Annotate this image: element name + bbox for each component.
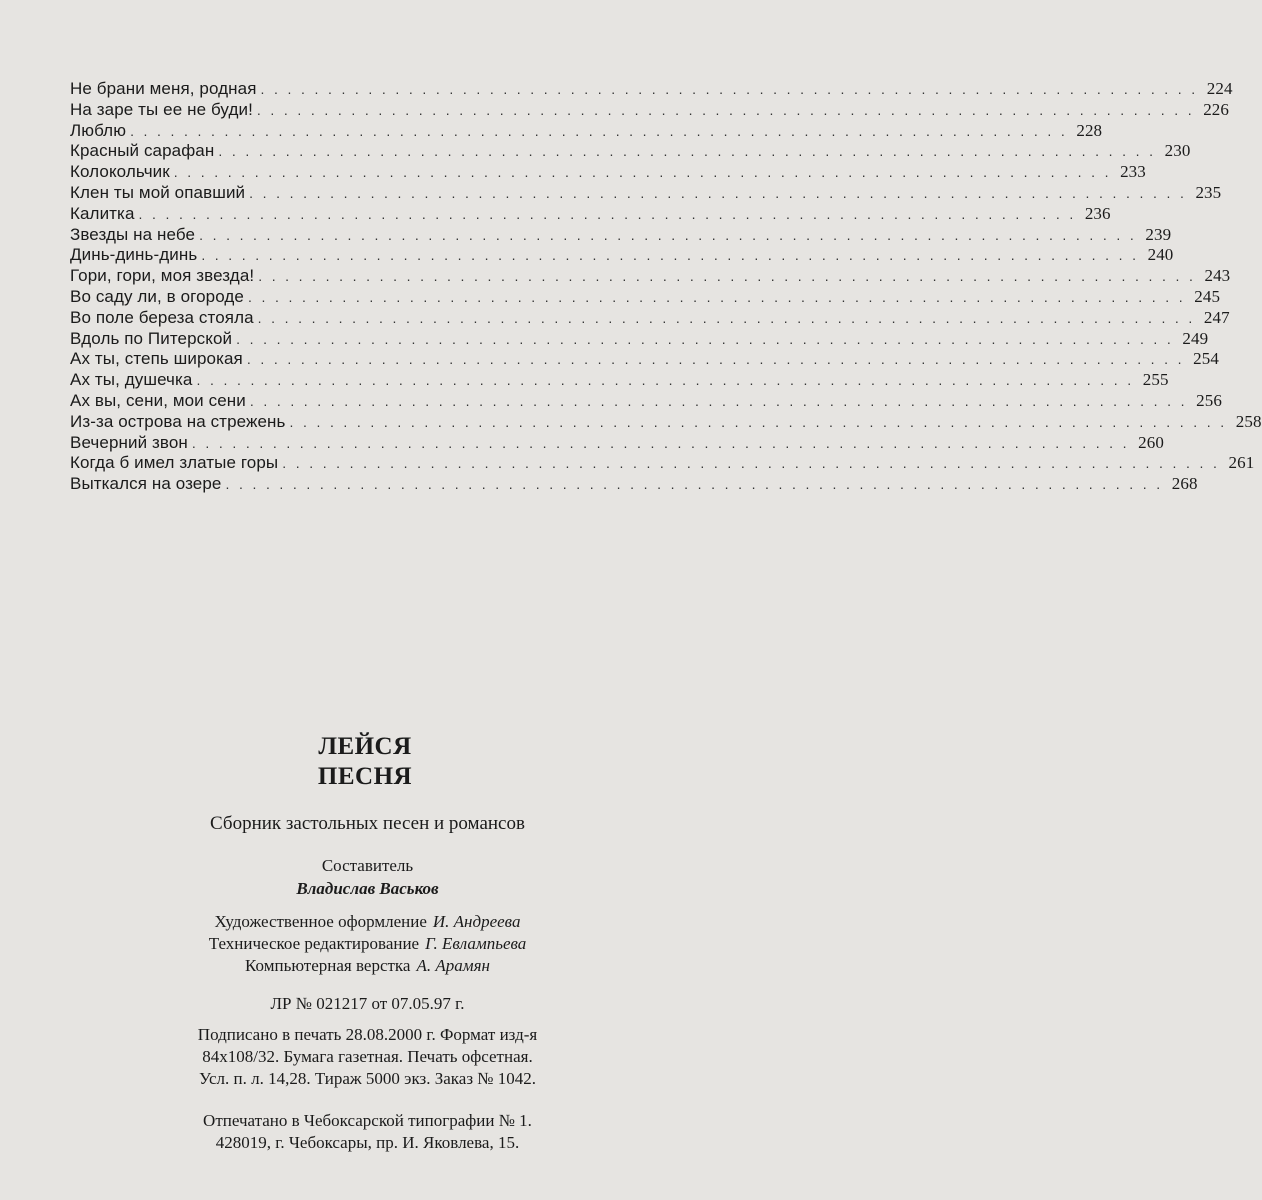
book-title-line-2: ПЕСНЯ [317, 763, 413, 790]
toc-entry-page: 258 [1235, 411, 1262, 431]
compiler-label: Составитель [321, 856, 414, 875]
toc-dot-leader: ...................................................................... [257, 309, 1202, 326]
toc-entry-page: 240 [1147, 245, 1174, 265]
toc-entry-title: Ах вы, сени, мои сени [70, 390, 246, 410]
toc-dot-leader: ...................................................................... [218, 143, 1163, 160]
toc-dot-leader: ...................................................................... [247, 288, 1193, 305]
print-details [0, 1024, 735, 1090]
book-title-line-1: ЛЕЙСЯ [318, 733, 412, 760]
license-number: ЛР № 021217 от 07.05.97 г. [270, 994, 465, 1013]
toc-entry-title: Калитка [70, 203, 135, 223]
print-details-line: 84x108/32. Бумага газетная. Печать офсетная. [202, 1047, 533, 1066]
credit-name: И. Андреева [432, 912, 521, 931]
toc-entry-title: Вдоль по Питерской [70, 328, 233, 348]
toc-entry-title: Звезды на небе [70, 224, 196, 244]
toc-entry [70, 474, 1198, 495]
imprint-block [0, 732, 735, 1154]
toc-entry [70, 266, 1231, 287]
credit-name: Г. Евлампьева [425, 934, 527, 953]
credit-line-layout [0, 955, 735, 977]
toc-entry-page: 224 [1206, 79, 1233, 98]
toc-dot-leader: ...................................................................... [249, 392, 1195, 409]
toc-entry-title: Ах ты, степь широкая [70, 349, 243, 369]
toc-dot-leader: ...................................................................... [138, 205, 1083, 222]
toc-entry [70, 203, 1111, 225]
toc-dot-leader: ...................................................................... [236, 330, 1181, 347]
book-subtitle: Сборник застольных песен и романсов [210, 813, 525, 834]
toc-entry [70, 432, 1164, 454]
toc-entry [70, 99, 1229, 121]
credit-line-tech-editing [0, 933, 735, 955]
toc-entry-title: Выткался на озере [70, 474, 222, 494]
toc-entry [70, 286, 1221, 308]
toc-entry-page: 243 [1204, 266, 1231, 286]
toc-entry [70, 390, 1222, 412]
toc-entry-title: Из-за острова на стрежень [70, 411, 286, 431]
credit-role: Художественное оформление [214, 912, 427, 931]
book-title [0, 732, 735, 792]
toc-entry-title: Не брани меня, родная [70, 79, 257, 98]
toc-entry [70, 162, 1146, 183]
toc-entry-page: 245 [1194, 286, 1221, 306]
toc-entry [70, 411, 1262, 433]
toc-dot-leader: ...................................................................... [249, 184, 1194, 201]
credit-role: Компьютерная верстка [245, 956, 411, 975]
toc-dot-leader: ...................................................................... [191, 434, 1137, 451]
toc-entry-page: 261 [1228, 453, 1255, 473]
compiler-name: Владислав Васьков [296, 879, 439, 898]
credits-list [0, 911, 735, 977]
toc-dot-leader: ...................................................................... [258, 268, 1203, 285]
print-details-line: Усл. п. л. 14,28. Тираж 5000 экз. Заказ № 1042. [198, 1069, 537, 1088]
printer-info-line: Отпечатано в Чебоксарской типографии № 1. [203, 1111, 532, 1130]
toc-entry-page: 233 [1120, 162, 1146, 182]
toc-entry-page: 255 [1142, 370, 1169, 390]
toc-entry [70, 245, 1174, 266]
toc-entry-title: На заре ты ее не буди! [70, 99, 253, 119]
toc-entry-title: Ах ты, душечка [70, 370, 193, 390]
table-of-contents [70, 79, 1262, 495]
toc-dot-leader: ...................................................................... [130, 122, 1075, 139]
toc-entry [70, 370, 1169, 391]
toc-entry [70, 349, 1219, 370]
toc-entry-page: 247 [1203, 307, 1230, 327]
credit-name: А. Арамян [416, 956, 490, 975]
toc-entry-title: Колокольчик [70, 162, 170, 182]
toc-entry-page: 249 [1182, 328, 1209, 348]
toc-entry-title: Вечерний звон [70, 432, 188, 452]
toc-entry-title: Красный сарафан [70, 141, 215, 161]
toc-dot-leader: ...................................................................... [225, 476, 1170, 493]
toc-entry-page: 228 [1076, 120, 1103, 140]
toc-entry [70, 453, 1255, 474]
toc-dot-leader: ...................................................................... [260, 81, 1205, 97]
toc-dot-leader: ...................................................................... [282, 455, 1227, 472]
print-details-line: Подписано в печать 28.08.2000 г. Формат изд-я [197, 1025, 538, 1044]
toc-entry [70, 141, 1191, 162]
toc-entry-title: Во саду ли, в огороде [70, 286, 244, 306]
toc-entry-title: Когда б имел златые горы [70, 453, 279, 473]
toc-dot-leader: ...................................................................... [173, 164, 1119, 181]
toc-dot-leader: ...................................................................... [196, 372, 1141, 389]
toc-dot-leader: ...................................................................... [289, 413, 1234, 430]
toc-entry-page: 256 [1196, 390, 1222, 410]
credit-line-design [0, 911, 735, 933]
toc-entry-title: Гори, гори, моя звезда! [70, 266, 255, 286]
toc-dot-leader: ...................................................................... [246, 351, 1192, 368]
toc-entry [70, 120, 1103, 142]
toc-entry [70, 307, 1230, 329]
toc-entry [70, 79, 1233, 100]
toc-entry [70, 328, 1209, 350]
toc-entry-title: Люблю [70, 120, 127, 140]
toc-dot-leader: ...................................................................... [201, 247, 1146, 264]
toc-dot-leader: ...................................................................... [256, 101, 1202, 118]
toc-entry-page: 236 [1084, 203, 1111, 223]
toc-entry-page: 260 [1138, 432, 1164, 452]
toc-entry-page: 239 [1145, 224, 1172, 244]
printer-info-line: 428019, г. Чебоксары, пр. И. Яковлева, 15. [215, 1133, 520, 1152]
toc-entry-title: Динь-динь-динь [70, 245, 198, 265]
toc-entry [70, 182, 1222, 204]
toc-entry-page: 268 [1171, 474, 1198, 494]
toc-entry-page: 235 [1195, 182, 1222, 202]
toc-entry [70, 224, 1172, 246]
toc-dot-leader: ...................................................................... [199, 226, 1144, 243]
toc-entry-page: 230 [1164, 141, 1191, 161]
toc-entry-title: Во поле береза стояла [70, 307, 254, 327]
toc-entry-page: 226 [1203, 99, 1229, 119]
credit-role: Техническое редактирование [208, 934, 420, 953]
toc-entry-page: 254 [1193, 349, 1219, 369]
printer-info [0, 1110, 735, 1154]
toc-entry-title: Клен ты мой опавший [70, 182, 246, 202]
